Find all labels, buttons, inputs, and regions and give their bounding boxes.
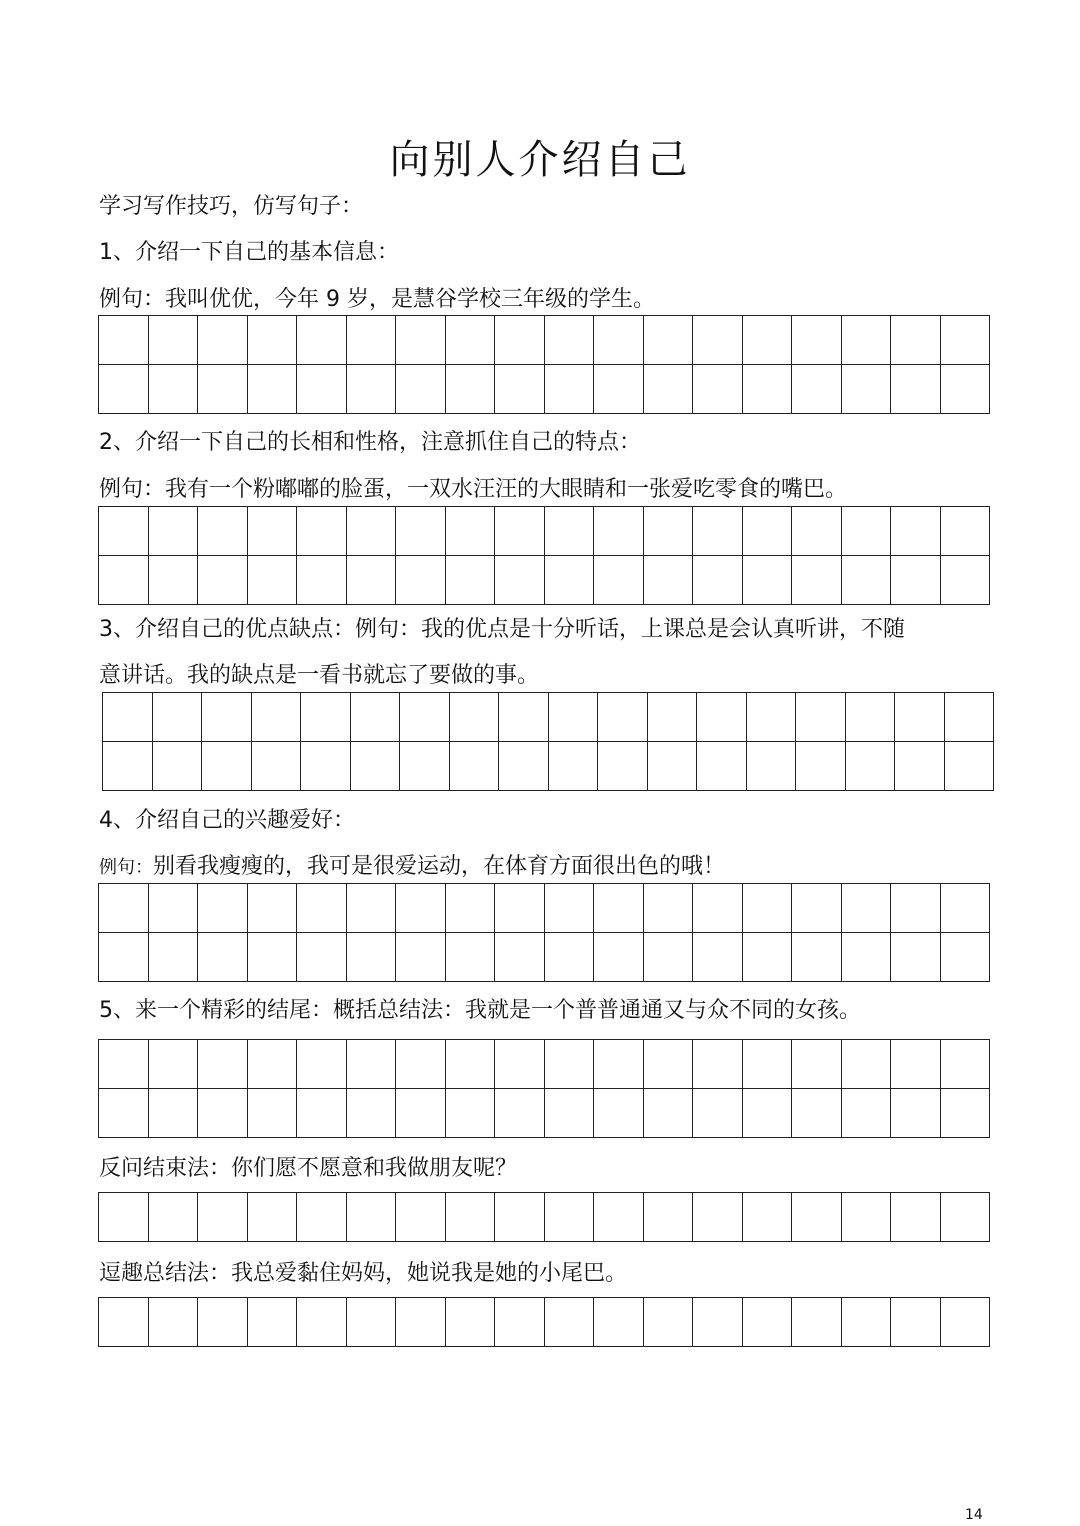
writing-cell[interactable]: [594, 884, 644, 933]
writing-cell[interactable]: [396, 507, 446, 556]
writing-grid-5[interactable]: [98, 1039, 990, 1138]
section-3-heading-line2: 意讲话。我的缺点是一看书就忘了要做的事。: [99, 663, 540, 688]
writing-cell[interactable]: [248, 1040, 298, 1089]
writing-cell[interactable]: [446, 1089, 496, 1138]
writing-cell[interactable]: [941, 1298, 991, 1347]
writing-cell[interactable]: [693, 556, 743, 605]
writing-cell[interactable]: [248, 884, 298, 933]
writing-cell[interactable]: [895, 742, 945, 791]
writing-cell[interactable]: [248, 316, 298, 365]
writing-cell[interactable]: [396, 884, 446, 933]
writing-cell[interactable]: [297, 1193, 347, 1242]
section-4-heading: 4、介绍自己的兴趣爱好：: [99, 808, 355, 833]
writing-cell[interactable]: [891, 884, 941, 933]
writing-cell[interactable]: [446, 316, 496, 365]
writing-cell[interactable]: [446, 933, 496, 982]
writing-cell[interactable]: [248, 1089, 298, 1138]
writing-cell[interactable]: [499, 742, 549, 791]
writing-cell[interactable]: [149, 316, 199, 365]
writing-cell[interactable]: [594, 365, 644, 414]
writing-cell[interactable]: [743, 884, 793, 933]
writing-cell[interactable]: [99, 1193, 149, 1242]
writing-cell[interactable]: [743, 365, 793, 414]
writing-grid-7[interactable]: [98, 1297, 990, 1347]
example-label: 例句：: [99, 857, 153, 878]
writing-cell[interactable]: [545, 933, 595, 982]
writing-cell[interactable]: [347, 365, 397, 414]
closing-method-question: 反问结束法：你们愿不愿意和我做朋友呢？: [99, 1156, 518, 1181]
writing-grid-4[interactable]: [98, 883, 990, 982]
writing-cell[interactable]: [891, 933, 941, 982]
writing-cell[interactable]: [545, 1040, 595, 1089]
writing-cell[interactable]: [545, 507, 595, 556]
writing-cell[interactable]: [347, 1040, 397, 1089]
writing-cell[interactable]: [594, 1040, 644, 1089]
writing-cell[interactable]: [149, 507, 199, 556]
writing-cell[interactable]: [495, 884, 545, 933]
writing-cell[interactable]: [149, 365, 199, 414]
writing-cell[interactable]: [396, 1089, 446, 1138]
writing-cell[interactable]: [297, 556, 347, 605]
writing-cell[interactable]: [549, 693, 599, 742]
writing-cell[interactable]: [842, 1193, 892, 1242]
writing-cell[interactable]: [891, 1089, 941, 1138]
writing-cell[interactable]: [693, 1193, 743, 1242]
writing-cell[interactable]: [396, 365, 446, 414]
writing-cell[interactable]: [941, 365, 991, 414]
writing-cell[interactable]: [202, 742, 252, 791]
writing-cell[interactable]: [842, 507, 892, 556]
writing-cell[interactable]: [693, 933, 743, 982]
writing-cell[interactable]: [252, 742, 302, 791]
section-5-heading: 5、来一个精彩的结尾：概括总结法：我就是一个普普通通又与众不同的女孩。: [99, 998, 861, 1023]
writing-cell[interactable]: [648, 693, 698, 742]
writing-cell[interactable]: [743, 556, 793, 605]
writing-cell[interactable]: [792, 884, 842, 933]
writing-cell[interactable]: [347, 884, 397, 933]
writing-cell[interactable]: [446, 884, 496, 933]
writing-cell[interactable]: [545, 1298, 595, 1347]
writing-cell[interactable]: [400, 693, 450, 742]
writing-cell[interactable]: [351, 742, 401, 791]
writing-cell[interactable]: [891, 316, 941, 365]
writing-cell[interactable]: [99, 884, 149, 933]
writing-cell[interactable]: [648, 742, 698, 791]
section-4-example: [99, 852, 725, 883]
writing-cell[interactable]: [747, 742, 797, 791]
writing-cell[interactable]: [499, 693, 549, 742]
writing-cell[interactable]: [347, 556, 397, 605]
writing-cell[interactable]: [495, 1089, 545, 1138]
writing-cell[interactable]: [846, 742, 896, 791]
section-4-example-text: 别看我瘦瘦的，我可是很爱运动，在体育方面很出色的哦！: [153, 854, 726, 879]
writing-cell[interactable]: [450, 693, 500, 742]
writing-cell[interactable]: [446, 1298, 496, 1347]
writing-cell[interactable]: [198, 933, 248, 982]
writing-cell[interactable]: [644, 365, 694, 414]
writing-cell[interactable]: [545, 1193, 595, 1242]
writing-cell[interactable]: [747, 693, 797, 742]
writing-cell[interactable]: [495, 507, 545, 556]
writing-cell[interactable]: [248, 507, 298, 556]
writing-cell[interactable]: [495, 1298, 545, 1347]
writing-cell[interactable]: [842, 1298, 892, 1347]
writing-cell[interactable]: [792, 1298, 842, 1347]
section-1-heading: 1、介绍一下自己的基本信息：: [99, 240, 399, 265]
writing-cell[interactable]: [891, 365, 941, 414]
writing-cell[interactable]: [891, 1298, 941, 1347]
writing-cell[interactable]: [198, 1298, 248, 1347]
writing-cell[interactable]: [248, 933, 298, 982]
writing-cell[interactable]: [297, 933, 347, 982]
writing-cell[interactable]: [941, 1089, 991, 1138]
writing-cell[interactable]: [198, 365, 248, 414]
writing-cell[interactable]: [644, 1040, 694, 1089]
writing-cell[interactable]: [198, 1193, 248, 1242]
page-number: 14: [965, 1507, 983, 1523]
writing-cell[interactable]: [945, 742, 995, 791]
writing-cell[interactable]: [495, 1193, 545, 1242]
writing-cell[interactable]: [396, 1193, 446, 1242]
writing-cell[interactable]: [149, 1298, 199, 1347]
section-3-heading-line1: 3、介绍自己的优点缺点：例句：我的优点是十分听话，上课总是会认真听讲，不随: [99, 617, 905, 642]
writing-cell[interactable]: [446, 1040, 496, 1089]
writing-cell[interactable]: [743, 1298, 793, 1347]
writing-cell[interactable]: [99, 507, 149, 556]
writing-cell[interactable]: [941, 884, 991, 933]
writing-cell[interactable]: [297, 1040, 347, 1089]
writing-cell[interactable]: [644, 1089, 694, 1138]
writing-cell[interactable]: [891, 556, 941, 605]
writing-cell[interactable]: [895, 693, 945, 742]
writing-cell[interactable]: [594, 316, 644, 365]
writing-cell[interactable]: [450, 742, 500, 791]
writing-cell[interactable]: [400, 742, 450, 791]
writing-cell[interactable]: [594, 1298, 644, 1347]
writing-cell[interactable]: [198, 507, 248, 556]
writing-cell[interactable]: [792, 933, 842, 982]
writing-cell[interactable]: [594, 507, 644, 556]
writing-cell[interactable]: [743, 1193, 793, 1242]
writing-cell[interactable]: [792, 1193, 842, 1242]
writing-cell[interactable]: [297, 1298, 347, 1347]
writing-cell[interactable]: [198, 316, 248, 365]
writing-cell[interactable]: [297, 884, 347, 933]
writing-cell[interactable]: [99, 1040, 149, 1089]
writing-cell[interactable]: [103, 693, 153, 742]
section-2-example: 例句：我有一个粉嘟嘟的脸蛋，一双水汪汪的大眼睛和一张爱吃零食的嘴巴。: [99, 477, 848, 502]
writing-cell[interactable]: [153, 742, 203, 791]
writing-cell[interactable]: [495, 1040, 545, 1089]
writing-cell[interactable]: [248, 1298, 298, 1347]
writing-cell[interactable]: [792, 316, 842, 365]
writing-cell[interactable]: [842, 1040, 892, 1089]
writing-cell[interactable]: [545, 1089, 595, 1138]
writing-cell[interactable]: [842, 884, 892, 933]
writing-cell[interactable]: [941, 507, 991, 556]
writing-cell[interactable]: [792, 507, 842, 556]
writing-cell[interactable]: [545, 884, 595, 933]
writing-cell[interactable]: [842, 1089, 892, 1138]
writing-cell[interactable]: [792, 556, 842, 605]
writing-cell[interactable]: [396, 556, 446, 605]
writing-cell[interactable]: [743, 1089, 793, 1138]
writing-cell[interactable]: [202, 693, 252, 742]
writing-cell[interactable]: [842, 316, 892, 365]
writing-cell[interactable]: [149, 1089, 199, 1138]
writing-cell[interactable]: [941, 1193, 991, 1242]
writing-cell[interactable]: [594, 556, 644, 605]
writing-cell[interactable]: [495, 316, 545, 365]
writing-grid-6[interactable]: [98, 1192, 990, 1242]
writing-cell[interactable]: [644, 1193, 694, 1242]
writing-cell[interactable]: [549, 742, 599, 791]
writing-grid-1[interactable]: [98, 315, 990, 414]
writing-cell[interactable]: [99, 933, 149, 982]
writing-cell[interactable]: [297, 507, 347, 556]
writing-cell[interactable]: [446, 365, 496, 414]
writing-cell[interactable]: [347, 316, 397, 365]
writing-cell[interactable]: [248, 365, 298, 414]
writing-grid-2[interactable]: [98, 506, 990, 605]
writing-cell[interactable]: [301, 693, 351, 742]
writing-cell[interactable]: [842, 933, 892, 982]
section-1-example: 例句：我叫优优，今年 9 岁，是慧谷学校三年级的学生。: [99, 287, 655, 312]
writing-cell[interactable]: [301, 742, 351, 791]
writing-cell[interactable]: [743, 316, 793, 365]
writing-cell[interactable]: [198, 884, 248, 933]
writing-cell[interactable]: [743, 933, 793, 982]
writing-cell[interactable]: [446, 556, 496, 605]
writing-cell[interactable]: [693, 507, 743, 556]
writing-cell[interactable]: [248, 556, 298, 605]
writing-cell[interactable]: [941, 316, 991, 365]
writing-cell[interactable]: [792, 365, 842, 414]
writing-cell[interactable]: [644, 884, 694, 933]
writing-cell[interactable]: [693, 1089, 743, 1138]
writing-cell[interactable]: [396, 1298, 446, 1347]
writing-cell[interactable]: [347, 1298, 397, 1347]
writing-cell[interactable]: [693, 1040, 743, 1089]
writing-cell[interactable]: [693, 1298, 743, 1347]
writing-cell[interactable]: [149, 1040, 199, 1089]
writing-cell[interactable]: [792, 1040, 842, 1089]
writing-cell[interactable]: [697, 742, 747, 791]
writing-cell[interactable]: [198, 556, 248, 605]
writing-cell[interactable]: [842, 365, 892, 414]
writing-cell[interactable]: [545, 365, 595, 414]
writing-cell[interactable]: [297, 1089, 347, 1138]
writing-cell[interactable]: [297, 365, 347, 414]
writing-cell[interactable]: [846, 693, 896, 742]
page-title: 向别人介绍自己: [389, 137, 691, 183]
writing-cell[interactable]: [598, 742, 648, 791]
writing-cell[interactable]: [941, 933, 991, 982]
writing-cell[interactable]: [99, 365, 149, 414]
writing-cell[interactable]: [545, 556, 595, 605]
writing-cell[interactable]: [99, 1089, 149, 1138]
writing-cell[interactable]: [347, 1193, 397, 1242]
writing-cell[interactable]: [351, 693, 401, 742]
writing-cell[interactable]: [941, 556, 991, 605]
writing-cell[interactable]: [198, 1040, 248, 1089]
writing-cell[interactable]: [697, 693, 747, 742]
writing-cell[interactable]: [594, 1193, 644, 1242]
closing-method-humor: 逗趣总结法：我总爱黏住妈妈，她说我是她的小尾巴。: [99, 1261, 628, 1286]
writing-cell[interactable]: [891, 1040, 941, 1089]
writing-cell[interactable]: [103, 742, 153, 791]
writing-cell[interactable]: [743, 1040, 793, 1089]
writing-cell[interactable]: [644, 316, 694, 365]
writing-cell[interactable]: [347, 1089, 397, 1138]
writing-cell[interactable]: [248, 1193, 298, 1242]
writing-cell[interactable]: [644, 556, 694, 605]
writing-cell[interactable]: [149, 1193, 199, 1242]
writing-cell[interactable]: [796, 693, 846, 742]
writing-cell[interactable]: [297, 316, 347, 365]
writing-cell[interactable]: [644, 933, 694, 982]
writing-cell[interactable]: [693, 316, 743, 365]
writing-cell[interactable]: [891, 1193, 941, 1242]
writing-cell[interactable]: [149, 556, 199, 605]
writing-cell[interactable]: [941, 1040, 991, 1089]
writing-cell[interactable]: [693, 884, 743, 933]
writing-cell[interactable]: [149, 884, 199, 933]
writing-cell[interactable]: [644, 1298, 694, 1347]
writing-cell[interactable]: [842, 556, 892, 605]
writing-cell[interactable]: [495, 556, 545, 605]
writing-cell[interactable]: [99, 556, 149, 605]
writing-cell[interactable]: [446, 1193, 496, 1242]
writing-cell[interactable]: [252, 693, 302, 742]
writing-cell[interactable]: [198, 1089, 248, 1138]
writing-cell[interactable]: [792, 1089, 842, 1138]
writing-cell[interactable]: [891, 507, 941, 556]
writing-cell[interactable]: [743, 507, 793, 556]
writing-cell[interactable]: [545, 316, 595, 365]
writing-cell[interactable]: [495, 365, 545, 414]
writing-cell[interactable]: [796, 742, 846, 791]
writing-cell[interactable]: [396, 316, 446, 365]
writing-cell[interactable]: [396, 1040, 446, 1089]
writing-cell[interactable]: [149, 933, 199, 982]
writing-cell[interactable]: [598, 693, 648, 742]
writing-cell[interactable]: [594, 1089, 644, 1138]
writing-cell[interactable]: [347, 507, 397, 556]
section-2-heading: 2、介绍一下自己的长相和性格，注意抓住自己的特点：: [99, 430, 641, 455]
writing-cell[interactable]: [99, 1298, 149, 1347]
writing-cell[interactable]: [153, 693, 203, 742]
writing-cell[interactable]: [396, 933, 446, 982]
intro-text: 学习写作技巧，仿写句子：: [99, 194, 364, 219]
writing-cell[interactable]: [347, 933, 397, 982]
writing-cell[interactable]: [693, 365, 743, 414]
writing-cell[interactable]: [446, 507, 496, 556]
writing-cell[interactable]: [945, 693, 995, 742]
writing-cell[interactable]: [99, 316, 149, 365]
writing-grid-3[interactable]: [102, 692, 994, 791]
writing-cell[interactable]: [644, 507, 694, 556]
writing-cell[interactable]: [594, 933, 644, 982]
writing-cell[interactable]: [495, 933, 545, 982]
